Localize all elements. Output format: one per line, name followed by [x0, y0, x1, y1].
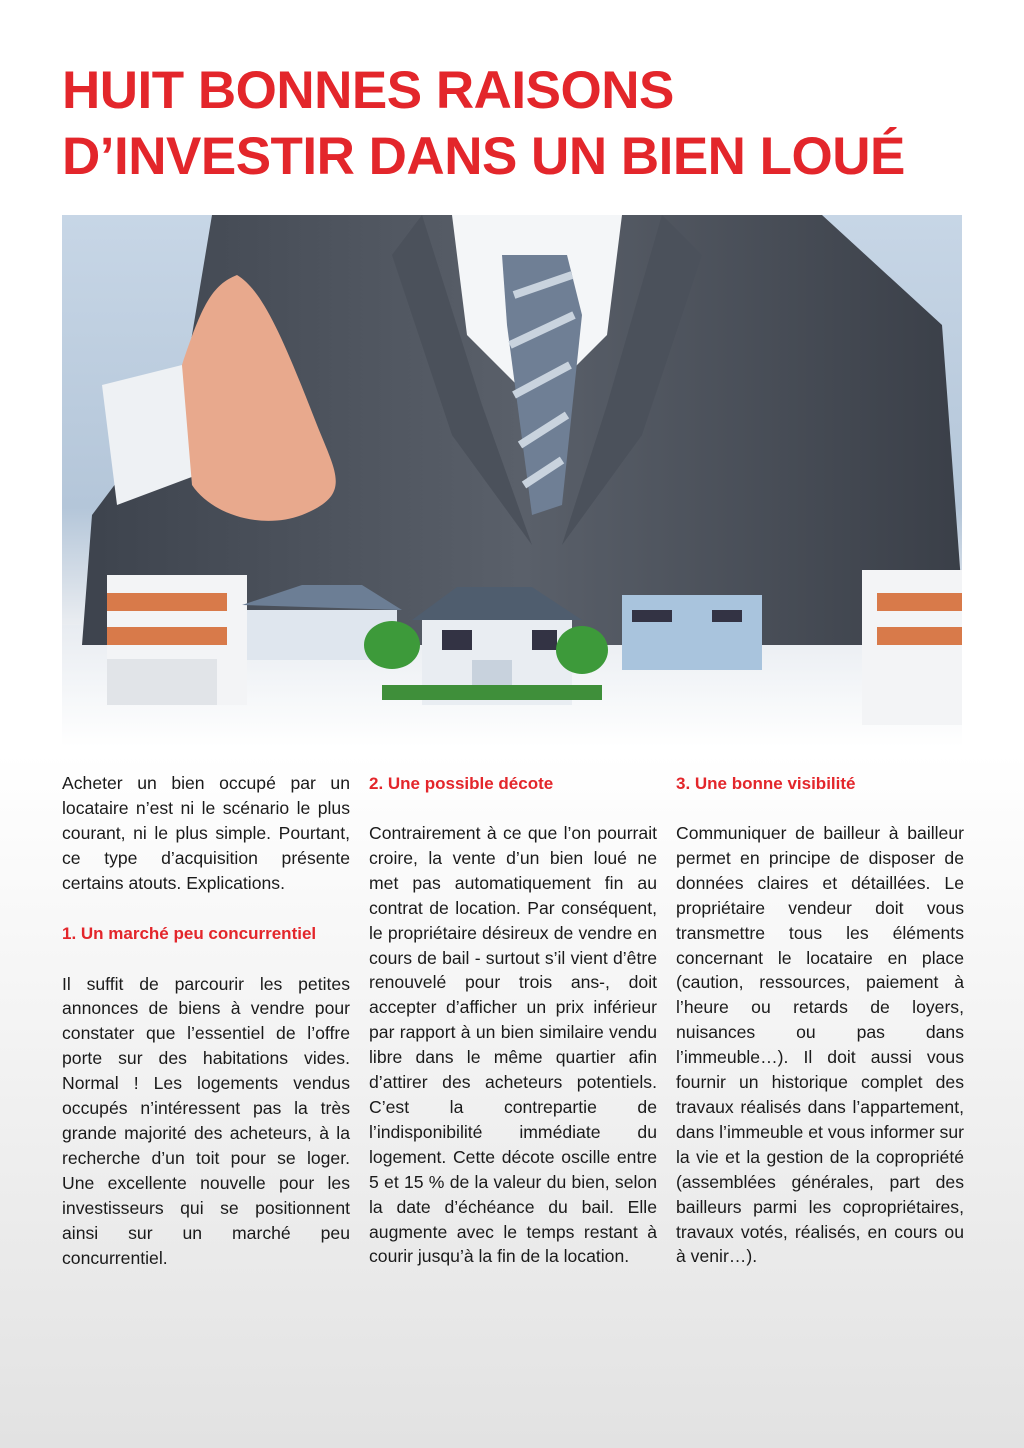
column-2 — [369, 771, 657, 1294]
section-3-heading: 3. Une bonne visibilité — [676, 774, 856, 793]
hero-illustration — [62, 215, 962, 747]
section-1-body: Il suffit de parcourir les petites annonces de biens à vendre pour constater que l’essentiel de l’offre porte sur des habitations vides. Normal ! Les logements vendus occupés n’intéressent pas la très grande majorité des acheteurs, à la recherche d’un toit pour se loger. Une excellente nouvelle pour les investisseurs qui se positionnent ainsi sur un marché peu concurrentiel. — [62, 973, 350, 1268]
hero-photo — [62, 215, 962, 747]
title-line-2: D’INVESTIR DANS UN BIEN LOUÉ — [62, 127, 905, 186]
section-3-body: Communiquer de bailleur à bailleur permet en principe de disposer de données claires et détaillées. Le propriétaire vendeur doit vous transmettre tous les éléments concernant le locataire en place (caution, ressources, paiement à l’heure ou retards de loyers, nuisances ou pas dans l’immeuble…). Il doit aussi vous fournir un historique complet des travaux réalisés dans l’appartement, dans l’immeuble et vous informer sur la vie et la gestion de la copropriété (assemblées générales, part des bailleurs parmi les copropriétaires, travaux votés, réalisés, en cours ou à venir…). — [676, 823, 964, 1267]
section-2-heading: 2. Une possible décote — [369, 774, 554, 793]
intro-paragraph: Acheter un bien occupé par un locataire n’est ni le scénario le plus courant, ni le plus simple. Pourtant, ce type d’acquisition présente certains atouts. Explications. — [62, 773, 350, 893]
section-1-heading: 1. Un marché peu concurrentiel — [62, 923, 317, 943]
column-3 — [676, 771, 964, 1294]
page-title — [62, 58, 982, 190]
section-2-body: Contrairement à ce que l’on pourrait croire, la vente d’un bien loué ne met pas automatiquement fin au contrat de location. Par conséquent, le propriétaire désireux de vendre en cours de bail - surtout s’il vient d’être renouvelé pour trois ans-, doit accepter d’afficher un prix inférieur par rapport à un bien similaire vendu libre dans le même quartier afin d’attirer des acheteurs potentiels. C’est la contrepartie de l’indisponibilité immédiate du logement. Cette décote oscille entre 5 et 15 % de la valeur du bien, selon la date d’échéance du bail. Elle augmente avec le temps restant à courir jusqu’à la fin de la location. — [369, 823, 657, 1267]
column-1 — [62, 771, 350, 1295]
title-line-1: HUIT BONNES RAISONS — [62, 61, 674, 120]
